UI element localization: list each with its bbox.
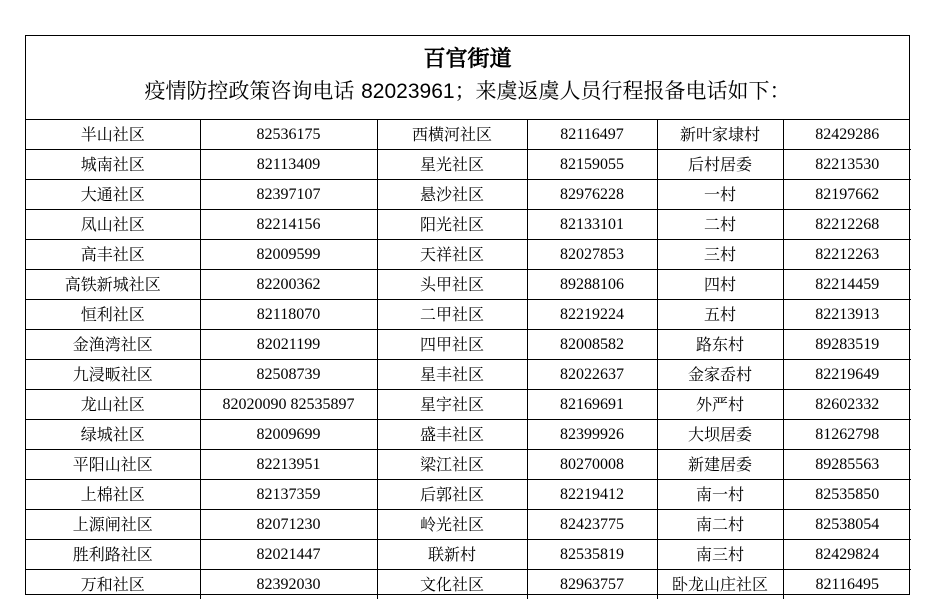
- table-row: [26, 210, 911, 240]
- table-row: [26, 240, 911, 270]
- community-name: 星光社区: [377, 150, 527, 180]
- phone-number: 82219412: [527, 480, 657, 510]
- community-name: 上源闸社区: [26, 510, 200, 540]
- phone-number: 82976228: [527, 180, 657, 210]
- phone-number: 82508739: [200, 360, 377, 390]
- phone-number: 89283519: [783, 330, 911, 360]
- subtitle-prefix: 疫情防控政策咨询电话: [144, 79, 355, 103]
- phone-number: 82027853: [527, 240, 657, 270]
- phone-number: 82133101: [527, 210, 657, 240]
- community-name: 南一村: [657, 480, 783, 510]
- phone-number: 82602332: [783, 390, 911, 420]
- community-name: 卧龙山庄社区: [657, 570, 783, 600]
- phone-number: 82392030: [200, 570, 377, 600]
- community-name: 大通社区: [26, 180, 200, 210]
- community-name: 后郭社区: [377, 480, 527, 510]
- community-name: 外严村: [657, 390, 783, 420]
- table-row: [26, 330, 911, 360]
- community-name: 星丰社区: [377, 360, 527, 390]
- phone-number: 82214156: [200, 210, 377, 240]
- table-row: [26, 390, 911, 420]
- phone-number: 82200362: [200, 270, 377, 300]
- table-row: [26, 510, 911, 540]
- community-name: 五村: [657, 300, 783, 330]
- phone-number: 89288106: [527, 270, 657, 300]
- subtitle-suffix: ；来虞返虞人员行程报备电话如下：: [454, 79, 791, 103]
- phone-number: 82009699: [200, 420, 377, 450]
- phone-table: [26, 120, 911, 599]
- phone-number: 82429286: [783, 120, 911, 150]
- table-row: [26, 480, 911, 510]
- community-name: 高丰社区: [26, 240, 200, 270]
- phone-number: 82963757: [527, 570, 657, 600]
- phone-number: 82021199: [200, 330, 377, 360]
- community-name: 恒利社区: [26, 300, 200, 330]
- phone-number: 82535850: [783, 480, 911, 510]
- community-name: 九浸畈社区: [26, 360, 200, 390]
- page-subtitle: [26, 76, 909, 107]
- community-name: 盛丰社区: [377, 420, 527, 450]
- phone-number: 80270008: [527, 450, 657, 480]
- community-name: 金渔湾社区: [26, 330, 200, 360]
- community-name: 星宇社区: [377, 390, 527, 420]
- phone-number: 82022637: [527, 360, 657, 390]
- table-row: [26, 120, 911, 150]
- community-name: 凤山社区: [26, 210, 200, 240]
- community-name: 平阳山社区: [26, 450, 200, 480]
- table-row: [26, 570, 911, 600]
- phone-table-body: [26, 120, 911, 599]
- community-name: 大坝居委: [657, 420, 783, 450]
- phone-number: 82009599: [200, 240, 377, 270]
- table-row: [26, 300, 911, 330]
- phone-number: 82008582: [527, 330, 657, 360]
- table-row: [26, 270, 911, 300]
- phone-number: 82213913: [783, 300, 911, 330]
- phone-number: 82116497: [527, 120, 657, 150]
- community-name: 岭光社区: [377, 510, 527, 540]
- community-name: 后村居委: [657, 150, 783, 180]
- community-name: 一村: [657, 180, 783, 210]
- community-name: 阳光社区: [377, 210, 527, 240]
- phone-number: 82169691: [527, 390, 657, 420]
- phone-number: 82397107: [200, 180, 377, 210]
- phone-number: 82116495: [783, 570, 911, 600]
- phone-number: 82219224: [527, 300, 657, 330]
- table-row: [26, 450, 911, 480]
- community-name: 胜利路社区: [26, 540, 200, 570]
- phone-number: 82219649: [783, 360, 911, 390]
- community-name: 绿城社区: [26, 420, 200, 450]
- community-name: 半山社区: [26, 120, 200, 150]
- community-name: 金家岙村: [657, 360, 783, 390]
- phone-number: 82159055: [527, 150, 657, 180]
- phone-number: 82021447: [200, 540, 377, 570]
- community-name: 四甲社区: [377, 330, 527, 360]
- phone-number: 82071230: [200, 510, 377, 540]
- phone-number: 82213530: [783, 150, 911, 180]
- community-name: 新叶家埭村: [657, 120, 783, 150]
- phone-number: 82212268: [783, 210, 911, 240]
- phone-number: 82429824: [783, 540, 911, 570]
- phone-number: 82538054: [783, 510, 911, 540]
- table-row: [26, 420, 911, 450]
- contact-sheet: [25, 35, 910, 595]
- phone-number: 82118070: [200, 300, 377, 330]
- community-name: 天祥社区: [377, 240, 527, 270]
- phone-number: 82535819: [527, 540, 657, 570]
- phone-number: 82213951: [200, 450, 377, 480]
- community-name: 万和社区: [26, 570, 200, 600]
- phone-number: 81262798: [783, 420, 911, 450]
- table-row: [26, 360, 911, 390]
- community-name: 文化社区: [377, 570, 527, 600]
- community-name: 南二村: [657, 510, 783, 540]
- page-title: 百官街道: [423, 47, 512, 72]
- table-row: [26, 180, 911, 210]
- community-name: 二村: [657, 210, 783, 240]
- community-name: 联新村: [377, 540, 527, 570]
- community-name: 头甲社区: [377, 270, 527, 300]
- phone-number: 82197662: [783, 180, 911, 210]
- phone-number: 82212263: [783, 240, 911, 270]
- community-name: 二甲社区: [377, 300, 527, 330]
- phone-number: 82137359: [200, 480, 377, 510]
- community-name: 新建居委: [657, 450, 783, 480]
- community-name: 路东村: [657, 330, 783, 360]
- community-name: 高铁新城社区: [26, 270, 200, 300]
- community-name: 悬沙社区: [377, 180, 527, 210]
- community-name: 四村: [657, 270, 783, 300]
- phone-number: 82020090 82535897: [200, 390, 377, 420]
- community-name: 城南社区: [26, 150, 200, 180]
- phone-number: 82214459: [783, 270, 911, 300]
- community-name: 三村: [657, 240, 783, 270]
- phone-number: 82536175: [200, 120, 377, 150]
- community-name: 梁江社区: [377, 450, 527, 480]
- phone-number: 89285563: [783, 450, 911, 480]
- phone-number: 82423775: [527, 510, 657, 540]
- community-name: 龙山社区: [26, 390, 200, 420]
- community-name: 西横河社区: [377, 120, 527, 150]
- community-name: 上棉社区: [26, 480, 200, 510]
- sheet-header: [26, 36, 909, 120]
- community-name: 南三村: [657, 540, 783, 570]
- phone-number: 82399926: [527, 420, 657, 450]
- table-row: [26, 150, 911, 180]
- phone-number: 82113409: [200, 150, 377, 180]
- hotline-number: 82023961: [361, 80, 455, 103]
- table-row: [26, 540, 911, 570]
